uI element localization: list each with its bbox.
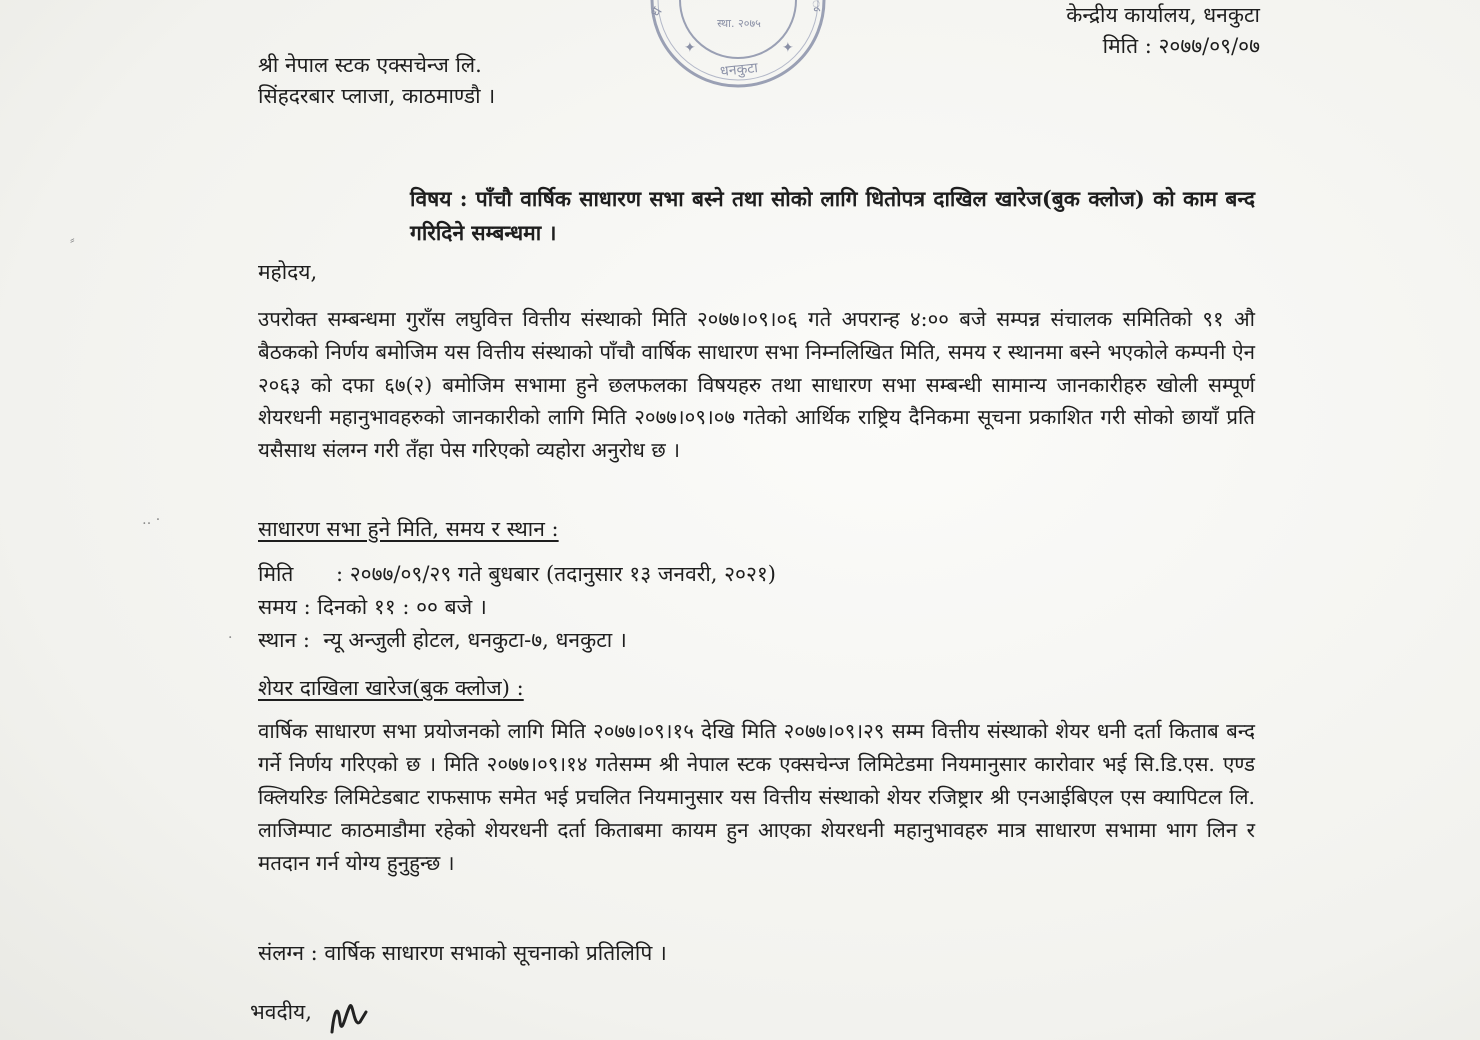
letter-header: [1010, 0, 1260, 62]
signature-icon: [326, 992, 396, 1040]
subject-text: पाँचौ वार्षिक साधारण सभा बस्ने तथा सोको लागि धितोपत्र दाखिल खारेज(बुक क्लोज) को काम बन्द गरिदिने सम्बन्धमा ।: [410, 186, 1255, 245]
svg-text:ू: ू: [812, 0, 821, 12]
meeting-time-value: : दिनको ११ : ०० बजे ।: [303, 595, 487, 619]
addressee-address: सिंहदरबार प्लाजा, काठमाण्डौ ।: [258, 84, 496, 108]
meeting-time-row: [258, 591, 487, 623]
svg-text:✦: ✦: [782, 40, 794, 56]
addressee-block: [258, 50, 495, 112]
meeting-date-label: मिति: [258, 562, 294, 586]
meeting-venue-value: न्यू अन्जुली होटल, धनकुटा-७, धनकुटा ।: [323, 628, 627, 652]
meeting-time-label: समय: [258, 595, 297, 619]
scan-speck: ⸗: [70, 232, 75, 248]
meeting-venue-row: [258, 624, 627, 656]
stamp-bottom-text: धनकुटा: [719, 60, 759, 80]
enclosure-line: संलग्न : वार्षिक साधारण सभाको सूचनाको प्रतिलिपि ।: [258, 941, 667, 965]
subject-line: [410, 182, 1255, 250]
meeting-date-value: : २०७७/०९/२९ गते बुधबार (तदानुसार १३ जनवरी, २०२१): [336, 562, 776, 586]
meeting-date-row: [258, 558, 776, 590]
closing-line: भवदीय,: [250, 1000, 312, 1024]
svg-text:ध: ध: [647, 4, 666, 20]
book-close-heading: शेयर दाखिला खारेज(बुक क्लोज) :: [258, 676, 524, 700]
meeting-venue-label: स्थान :: [258, 628, 311, 652]
salutation: महोदय,: [258, 260, 318, 284]
office-stamp: [632, 0, 844, 88]
svg-text:✦: ✦: [684, 40, 696, 56]
office-name: केन्द्रीय कार्यालय, धनकुटा: [1066, 3, 1260, 27]
stamp-top-text: स्था. २०७५: [717, 17, 761, 30]
book-close-paragraph: वार्षिक साधारण सभा प्रयोजनको लागि मिति २०७७।०९।१५ देखि मिति २०७७।०९।२९ सम्म वित्तीय संस्थाको शेयर धनी दर्ता किताब बन्द गर्ने निर्णय गरिएको छ । मिति २०७७।०९।१४ गतेसम्म श्री नेपाल स्टक एक्सचेन्ज लिमिटेडमा नियमानुसार कारोवार भई सि.डि.एस. एण्ड क्लियरिङ लिमिटेडबाट राफसाफ समेत भई प्रचलित नियमानुसार यस वित्तीय संस्थाको शेयर रजिष्ट्रार श्री एनआईबिएल एस क्यापिटल लि. लाजिम्पाट काठमाडौमा रहेको शेयरधनी दर्ता किताबमा कायम हुन आएका शेयरधनी महानुभावहरु मात्र साधारण सभामा भाग लिन र मतदान गर्न योग्य हुनुहुन्छ ।: [258, 719, 1255, 875]
addressee-name: श्री नेपाल स्टक एक्सचेन्ज लि.: [258, 53, 482, 77]
letter-date: मिति : २०७७/०९/०७: [1102, 34, 1260, 58]
meeting-heading: साधारण सभा हुने मिति, समय र स्थान :: [258, 517, 559, 541]
subject-label: विषय :: [410, 186, 468, 211]
scan-speck: ·: [228, 630, 233, 646]
scan-speck: ‥ ·: [142, 512, 161, 528]
body-paragraph-1: उपरोक्त सम्बन्धमा गुराँस लघुवित्त वित्तीय संस्थाको मिति २०७७।०९।०६ गते अपरान्ह ४:०० बजे सम्पन्न संचालक समितिको ९१ औ बैठकको निर्णय बमोजिम यस वित्तीय संस्थाको पाँचौ वार्षिक साधारण सभा निम्नलिखित मिति, समय र स्थानमा बस्ने भएकोले कम्पनी ऐन २०६३ को दफा ६७(२) बमोजिम सभामा हुने छलफलका विषयहरु तथा साधारण सभा सम्बन्धी सामान्य जानकारीहरु खोली सम्पूर्ण शेयरधनी महानुभावहरुको जानकारीको लागि मिति २०७७।०९।०७ गतेको आर्थिक राष्ट्रिय दैनिकमा सूचना प्रकाशित गरी सोको छायाँ प्रति यसैसाथ संलग्न गरी तँहा पेस गरिएको व्यहोरा अनुरोध छ ।: [258, 307, 1255, 463]
